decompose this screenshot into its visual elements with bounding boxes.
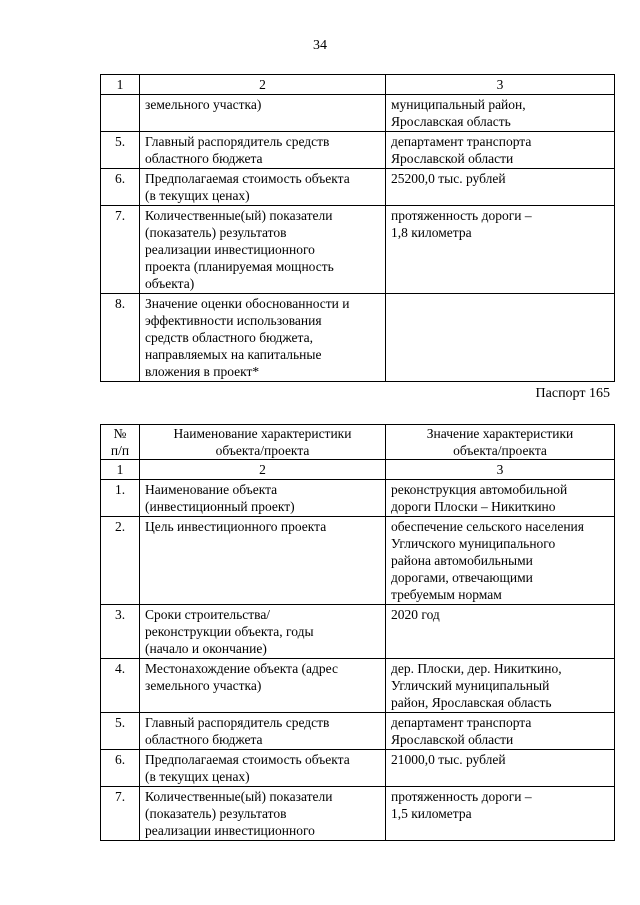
characteristic-value: протяженность дороги – 1,8 километра <box>386 206 615 294</box>
characteristic-value: департамент транспорта Ярославской области <box>386 713 615 750</box>
column-number: 2 <box>140 460 386 480</box>
column-number-row <box>101 75 615 95</box>
table-header-row <box>101 425 615 460</box>
column-number-row <box>101 460 615 480</box>
table-row <box>101 659 615 713</box>
table-row <box>101 169 615 206</box>
column-number: 2 <box>140 75 386 95</box>
characteristic-value: дер. Плоски, дер. Никиткино, Угличский муниципальный район, Ярославская область <box>386 659 615 713</box>
characteristic-value: обеспечение сельского населения Угличского муниципального района автомобильными дорогами, отвечающими требуемым нормам <box>386 517 615 605</box>
page-number: 34 <box>313 38 327 53</box>
characteristic-name: Количественные(ый) показатели (показатель) результатов реализации инвестиционного <box>140 787 386 841</box>
characteristic-name: земельного участка) <box>140 95 386 132</box>
characteristic-name: Главный распорядитель средств областного бюджета <box>140 713 386 750</box>
table-row <box>101 132 615 169</box>
row-number: 7. <box>101 787 140 841</box>
table-row <box>101 294 615 382</box>
row-number <box>101 95 140 132</box>
characteristic-value: 25200,0 тыс. рублей <box>386 169 615 206</box>
passport-table <box>100 424 615 841</box>
passport-title: Паспорт 165 <box>535 386 610 401</box>
row-number: 8. <box>101 294 140 382</box>
characteristic-value: муниципальный район, Ярославская область <box>386 95 615 132</box>
characteristic-value: протяженность дороги – 1,5 километра <box>386 787 615 841</box>
table-row <box>101 480 615 517</box>
characteristic-name: Сроки строительства/ реконструкции объекта, годы (начало и окончание) <box>140 605 386 659</box>
characteristic-value: реконструкция автомобильной дороги Плоски – Никиткино <box>386 480 615 517</box>
column-number: 3 <box>386 460 615 480</box>
table-row <box>101 206 615 294</box>
passport-table-continued <box>100 74 615 382</box>
characteristic-name: Цель инвестиционного проекта <box>140 517 386 605</box>
table-row <box>101 713 615 750</box>
row-number: 5. <box>101 132 140 169</box>
row-number: 6. <box>101 169 140 206</box>
column-number: 1 <box>101 75 140 95</box>
characteristic-value <box>386 294 615 382</box>
row-number: 4. <box>101 659 140 713</box>
characteristic-name: Предполагаемая стоимость объекта (в текущих ценах) <box>140 750 386 787</box>
row-number: 3. <box>101 605 140 659</box>
row-number: 7. <box>101 206 140 294</box>
table-row <box>101 605 615 659</box>
row-number: 2. <box>101 517 140 605</box>
table-row <box>101 750 615 787</box>
characteristic-name: Наименование объекта (инвестиционный проект) <box>140 480 386 517</box>
characteristic-name: Местонахождение объекта (адрес земельного участка) <box>140 659 386 713</box>
column-number: 1 <box>101 460 140 480</box>
header-row-number: № п/п <box>101 425 140 460</box>
row-number: 1. <box>101 480 140 517</box>
characteristic-name: Предполагаемая стоимость объекта (в текущих ценах) <box>140 169 386 206</box>
characteristic-value: 21000,0 тыс. рублей <box>386 750 615 787</box>
row-number: 5. <box>101 713 140 750</box>
row-number: 6. <box>101 750 140 787</box>
characteristic-name: Количественные(ый) показатели (показатель) результатов реализации инвестиционного проекта (планируемая мощность объекта) <box>140 206 386 294</box>
table-row <box>101 95 615 132</box>
characteristic-name: Главный распорядитель средств областного бюджета <box>140 132 386 169</box>
column-number: 3 <box>386 75 615 95</box>
characteristic-value: 2020 год <box>386 605 615 659</box>
header-characteristic-name: Наименование характеристики объекта/проекта <box>140 425 386 460</box>
characteristic-value: департамент транспорта Ярославской области <box>386 132 615 169</box>
table-row <box>101 517 615 605</box>
table-row <box>101 787 615 841</box>
header-characteristic-value: Значение характеристики объекта/проекта <box>386 425 615 460</box>
characteristic-name: Значение оценки обоснованности и эффективности использования средств областного бюджета, направляемых на капитальные вложения в проект* <box>140 294 386 382</box>
